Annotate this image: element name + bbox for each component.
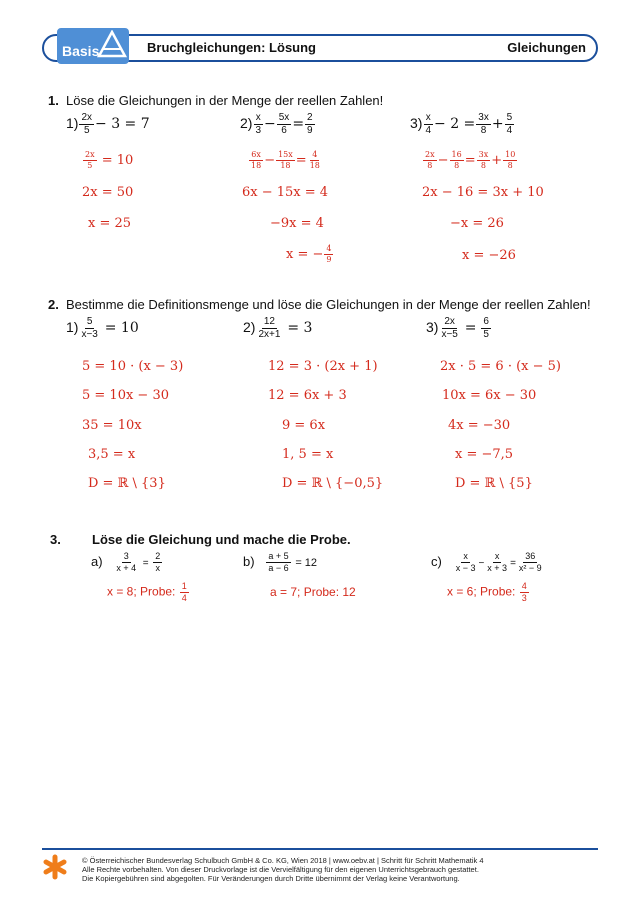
t1-sol3-step4: x = −26 <box>462 248 516 263</box>
t1-sol3-step2: 2x − 16 = 3x + 10 <box>422 185 544 200</box>
page-title: Bruchgleichungen: Lösung <box>147 40 316 55</box>
t2-sol3-step2: 10x = 6x − 30 <box>442 388 537 403</box>
task3-problem-c: c) $\frac{x}{x - 3}$ − $\frac{x}{x + 3}$ = $\frac{36}{\text{x² − 9}}$ <box>431 551 542 573</box>
t1-sol3-step3: −x = 26 <box>450 216 504 231</box>
t1-sol2-step1: $\frac{6x}{18}$ − $\frac{15x}{18}$ = $\frac{4}{18}$ <box>251 150 320 170</box>
footer-line-1: © Österreichischer Bundesverlag Schulbuch GmbH & Co. KG, Wien 2018 | www.oebv.at | Schritt für Schritt Mathematik 4 <box>82 856 484 865</box>
task3-problem-b: b) $\frac{a + 5}{a - 6}$ = 12 <box>243 551 318 573</box>
footer-divider <box>42 848 598 850</box>
task2-problem-3: 3) $\frac{2x}{x-5}$ = $\frac{6}{5}$ <box>426 316 489 340</box>
task2-problem-2: 2) $\frac{12}{2x+1}$ = 3 <box>243 316 313 340</box>
t2-sol2-domain: D = ℝ \ {−0,5} <box>282 476 384 491</box>
task3-text: Löse die Gleichung und mache die Probe. <box>92 532 351 547</box>
task3-number: 3. <box>50 532 61 547</box>
t1-sol1-step2: 2x = 50 <box>82 185 134 200</box>
t2-sol2-step2: 12 = 6x + 3 <box>268 388 347 403</box>
publisher-logo-icon <box>42 854 68 880</box>
badge-label: Basis <box>62 43 100 59</box>
t1-sol2-step3: −9x = 4 <box>270 216 324 231</box>
t2-sol1-step1: 5 = 10 · (x − 3) <box>82 359 184 374</box>
task1-text: Löse die Gleichungen in der Menge der reellen Zahlen! <box>66 93 384 108</box>
t2-sol3-step3: 4x = −30 <box>448 418 511 433</box>
t2-sol3-step4: x = −7,5 <box>455 447 514 462</box>
t1-sol1-step1: $\frac{2x}{5}$ = 10 <box>85 150 134 170</box>
triangle-icon <box>97 30 127 58</box>
task3-problem-a: a) $\frac{3}{x + 4}$ = $\frac{2}{x}$ <box>91 551 161 573</box>
t2-sol3-step1: 2x · 5 = 6 · (x − 5) <box>440 359 561 374</box>
t2-sol1-step3: 35 = 10x <box>82 418 142 433</box>
t3-sol-a: x = 8; Probe: $\frac{1}{4}$ <box>107 581 187 603</box>
t2-sol2-step3: 9 = 6x <box>282 418 326 433</box>
t3-sol-b: a = 7; Probe: 12 <box>270 585 356 599</box>
footer-text <box>82 856 484 883</box>
t3-sol-c: x = 6; Probe: $\frac{4}{3}$ <box>447 581 527 603</box>
task1-problem-2: 2) $\frac{x}{3}$ − $\frac{5x}{6}$ = $\frac{2}{9}$ <box>240 112 313 136</box>
t1-sol1-step3: x = 25 <box>88 216 132 231</box>
task2-number: 2. <box>48 297 59 312</box>
t1-sol2-step2: 6x − 15x = 4 <box>242 185 329 200</box>
t2-sol1-domain: D = ℝ \ {3} <box>88 476 166 491</box>
topic-label: Gleichungen <box>507 40 586 55</box>
task1-problem-1: 1) $\frac{2x}{5}$ − 3 = 7 <box>66 112 150 136</box>
footer-line-3: Die Kopiergebühren sind abgegolten. Für Veränderungen durch Dritte übernimmt der Verlag keine Verantwortung. <box>82 874 460 883</box>
level-badge <box>57 28 129 64</box>
t2-sol2-step1: 12 = 3 · (2x + 1) <box>268 359 378 374</box>
task1-problem-3: 3) $\frac{x}{4}$ − 2 = $\frac{3x}{8}$ + $\frac{5}{4}$ <box>410 112 513 136</box>
footer-line-2: Alle Rechte vorbehalten. Von dieser Druckvorlage ist die Vervielfältigung für den eigenen Unterrichtsgebrauch gestattet. <box>82 865 479 874</box>
t2-sol3-domain: D = ℝ \ {5} <box>455 476 533 491</box>
t2-sol1-step2: 5 = 10x − 30 <box>82 388 170 403</box>
t2-sol1-step4: 3,5 = x <box>88 447 136 462</box>
t1-sol3-step1: $\frac{2x}{8}$ − $\frac{16}{8}$ = $\frac{3x}{8}$ + $\frac{10}{8}$ <box>425 150 516 170</box>
t1-sol2-step4: x = − $\frac{4}{9}$ <box>286 244 332 264</box>
task1-number: 1. <box>48 93 59 108</box>
task2-text: Bestimme die Definitionsmenge und löse die Gleichungen in der Menge der reellen Zahlen! <box>66 297 591 312</box>
task2-problem-1: 1) $\frac{5}{x-3}$ = 10 <box>66 316 139 340</box>
t2-sol2-step4: 1, 5 = x <box>282 447 334 462</box>
